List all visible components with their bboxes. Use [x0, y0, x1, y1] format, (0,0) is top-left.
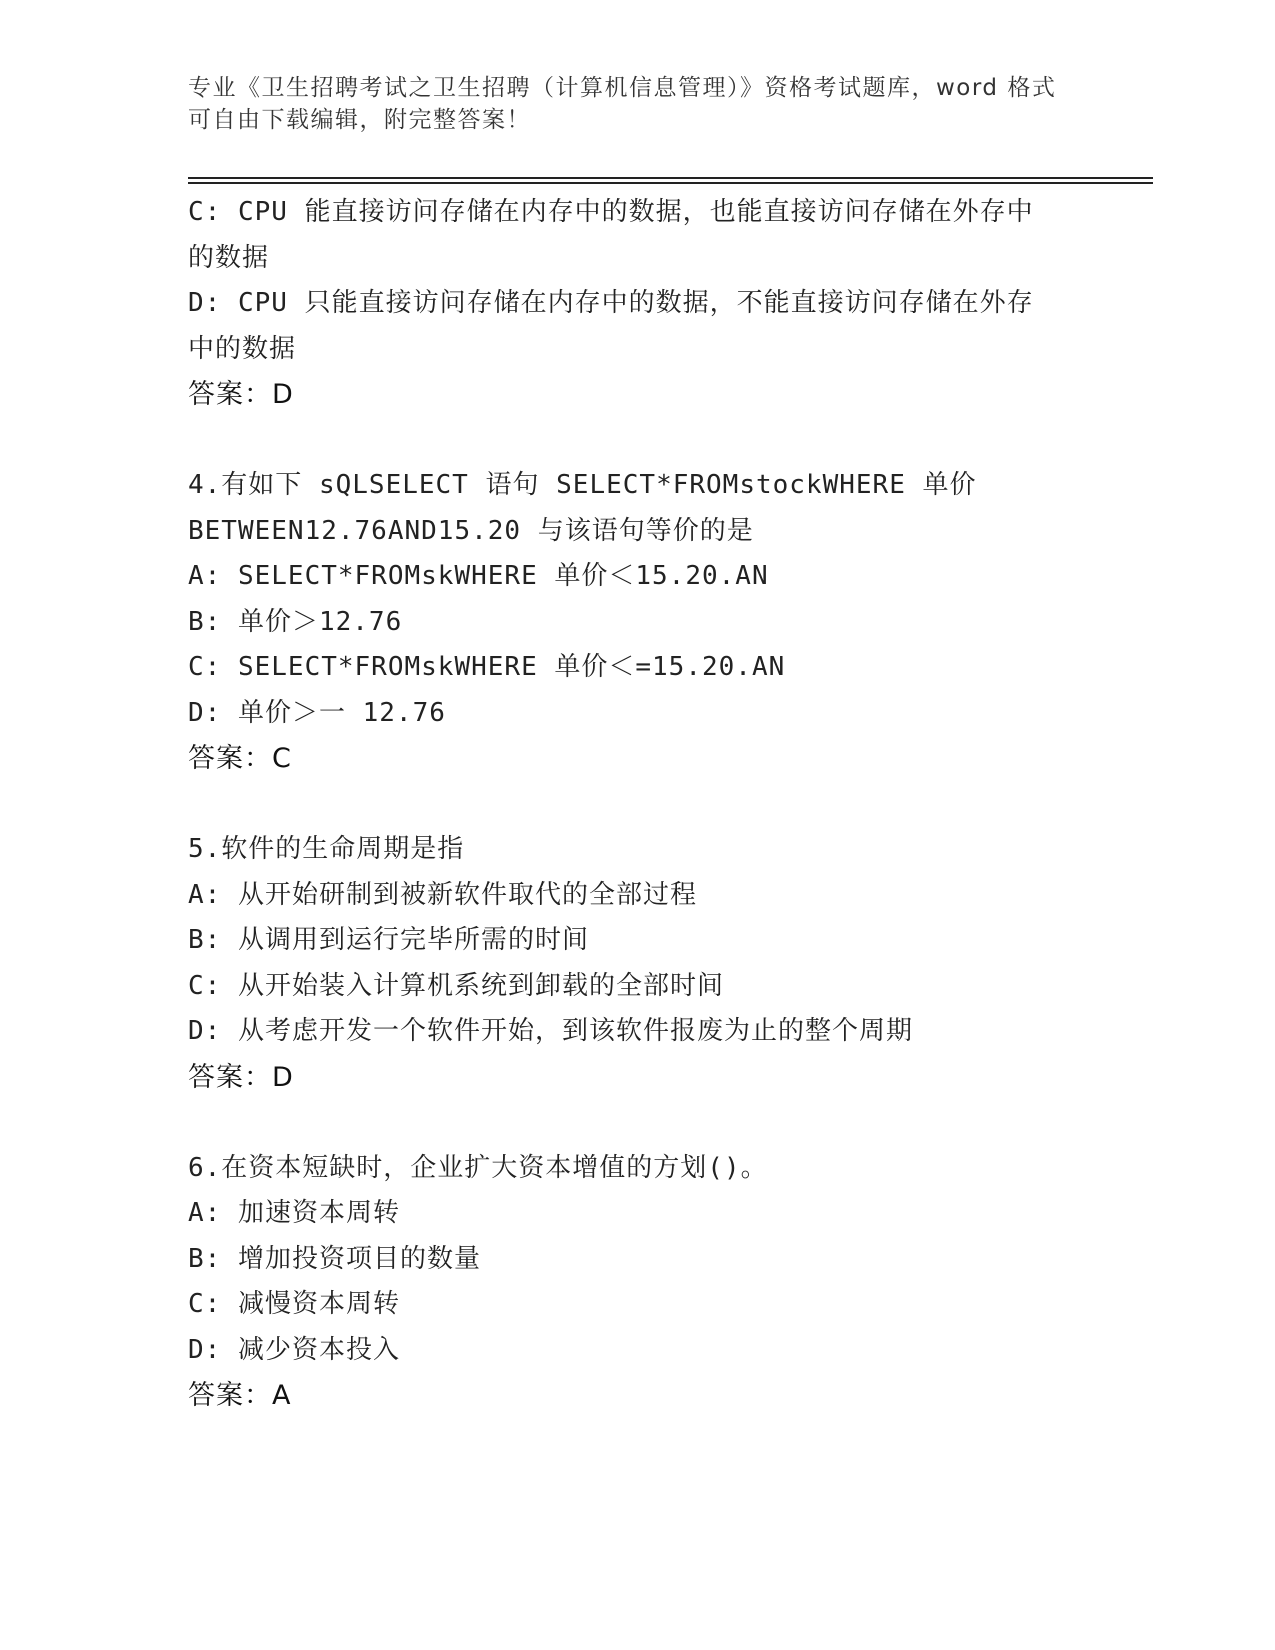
question-list [188, 190, 1088, 1419]
question-stem: 4.有如下 sQLSELECT 语句 SELECT*FROMstockWHERE 单价 [188, 470, 977, 500]
option-text: A: 从开始研制到被新软件取代的全部过程 [188, 879, 697, 910]
option-text: B: 单价＞12.76 [188, 606, 403, 637]
spacer [188, 1100, 1088, 1146]
option-text: C: 从开始装入计算机系统到卸载的全部时间 [188, 970, 724, 1001]
header-line-2: 可自由下载编辑，附完整答案！ [188, 107, 531, 133]
option-text: 中的数据 [188, 333, 297, 364]
question-stem: 5.软件的生命周期是指 [188, 834, 465, 864]
spacer [188, 782, 1088, 828]
question-stem: BETWEEN12.76AND15.20 与该语句等价的是 [188, 515, 754, 546]
option-text: 的数据 [188, 242, 270, 273]
answer-label: 答案：C [188, 743, 292, 774]
answer-label: 答案：A [188, 1380, 292, 1411]
answer-label: 答案：D [188, 1061, 294, 1093]
option-text: A: 加速资本周转 [188, 1198, 400, 1228]
document-header [188, 72, 1068, 136]
option-text: C: SELECT*FROMskWHERE 单价＜=15.20.AN [188, 652, 786, 682]
option-text: D: CPU 只能直接访问存储在内存中的数据，不能直接访问存储在外存 [188, 288, 1034, 318]
option-text: D: 从考虑开发一个软件开始，到该软件报废为止的整个周期 [188, 1016, 913, 1046]
header-line-1: 专业《卫生招聘考试之卫生招聘（计算机信息管理）》资格考试题库，word 格式 [188, 75, 1057, 101]
option-text: D: 单价＞一 12.76 [188, 697, 446, 728]
question-block [188, 827, 1088, 1100]
question-block [188, 1146, 1088, 1419]
option-text: A: SELECT*FROMskWHERE 单价＜15.20.AN [188, 561, 769, 591]
question-stem: 6.在资本短缺时，企业扩大资本增值的方划()。 [188, 1152, 768, 1183]
option-text: D: 减少资本投入 [188, 1334, 400, 1365]
option-text: C: CPU 能直接访问存储在内存中的数据，也能直接访问存储在外存中 [188, 197, 1034, 227]
question-block [188, 463, 1088, 782]
spacer [188, 418, 1088, 464]
header-divider-top [188, 177, 1153, 179]
header-divider-bottom [188, 182, 1153, 184]
answer-label: 答案：D [188, 379, 294, 410]
option-text: B: 增加投资项目的数量 [188, 1243, 481, 1274]
option-text: B: 从调用到运行完毕所需的时间 [188, 925, 589, 955]
option-text: C: 减慢资本周转 [188, 1289, 400, 1319]
question-block [188, 190, 1088, 418]
